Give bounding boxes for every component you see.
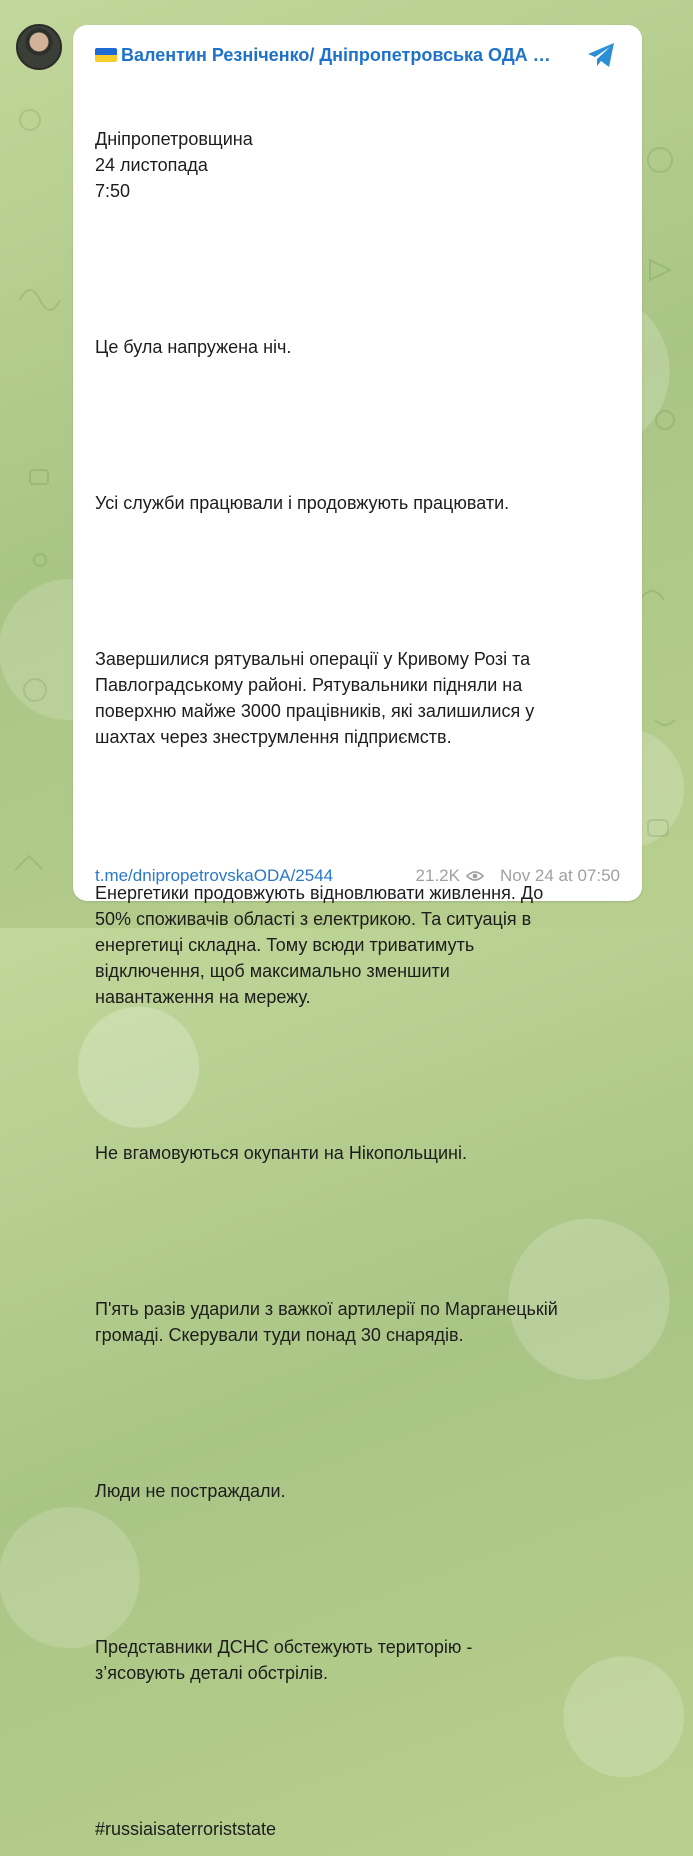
message-paragraph: Це була напружена ніч. [95,337,292,357]
message-paragraph: Завершилися рятувальні операції у Кривому Розі та Павлоградському районі. Рятувальники підняли на поверхню майже 3000 працівників, які залишилися у шахтах через знеструмлення підприємств. [95,649,535,747]
message-paragraph: Не вгамовуються окупанти на Нікопольщині. [95,1143,467,1163]
ukraine-flag-icon [95,48,117,62]
channel-name[interactable]: Валентин Резніченко/ Дніпропетровська ОДА … [121,44,551,65]
hashtag[interactable]: #russiaisaterroriststate [95,1819,277,1839]
view-count: 21.2K [415,866,460,885]
message-footer [95,864,620,888]
message-text [95,74,625,1856]
message-paragraph: Представники ДСНС обстежують територію - з’ясовують деталі обстрілів. [95,1637,473,1683]
message-meta [416,866,620,886]
message-paragraph: Люди не постраждали. [95,1481,286,1501]
message-paragraph: Енергетики продовжують відновлювати живлення. До 50% споживачів області з електрикою. Та ситуація в енергетиці складна. Тому всюди триватимуть відключення, щоб максимально зменшити навантаження на мережу. [95,883,544,1007]
channel-avatar[interactable] [16,24,62,70]
message-date: Nov 24 at 07:50 [499,866,620,885]
eye-icon [466,870,484,882]
message-paragraph: Усі служби працювали і продовжують працювати. [95,493,510,513]
message-bubble [73,25,642,1839]
telegram-plane-icon [586,42,616,68]
post-link[interactable]: t.me/dnipropetrovskaODA/2544 [95,866,334,885]
share-button[interactable] [584,40,618,70]
message-header [95,40,622,70]
message-paragraph-dateline: Дніпропетровщина 24 листопада 7:50 [95,129,253,201]
message-paragraph: П'ять разів ударили з важкої артилерії по Марганецькій громаді. Скерували туди понад 30 снарядів. [95,1299,558,1345]
